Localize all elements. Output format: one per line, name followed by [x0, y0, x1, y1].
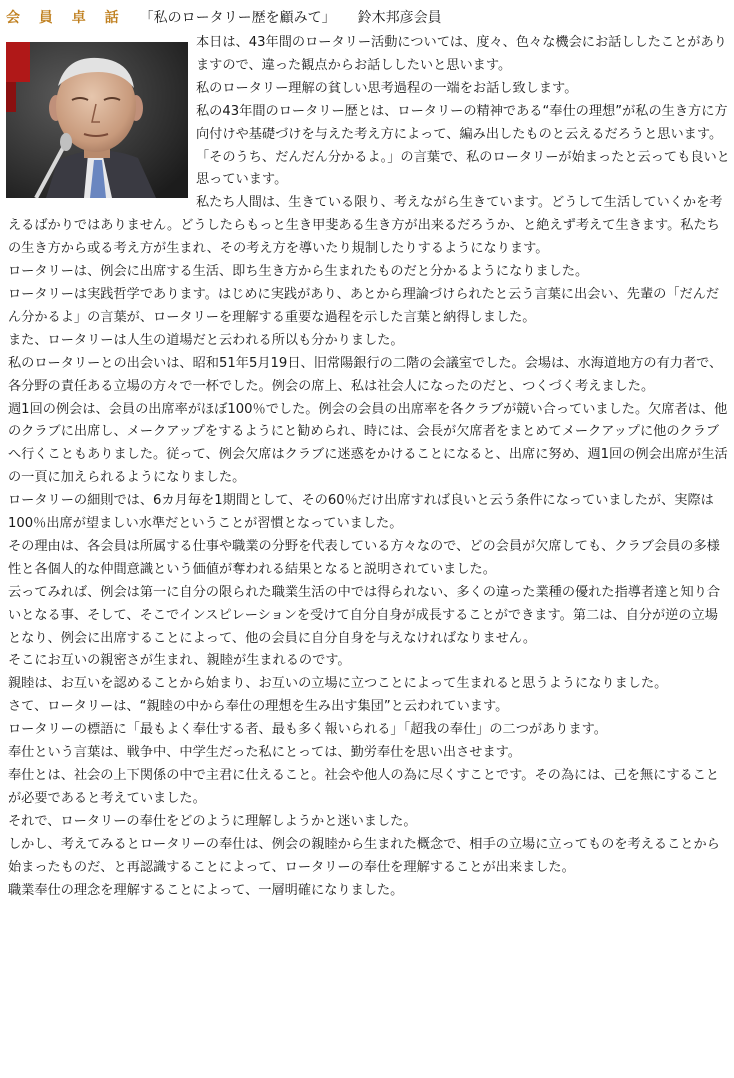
paragraph: 奉仕とは、社会の上下関係の中で主君に仕えること。社会や他人の為に尽くすことです。その為には、己を無にすることが必要であると考えていました。 [8, 768, 720, 806]
paragraph: その理由は、各会員は所属する仕事や職業の分野を代表している方々なので、どの会員が欠席しても、クラブ会員の多様性と各個人的な仲間意識という価値が奪われる結果となると説明されていました。 [8, 538, 720, 577]
paragraph: 私のロータリーとの出会いは、昭和51年5月19日、旧常陽銀行の二階の会議室でした。会場は、水海道地方の有力者で、各分野の責任ある立場の方々で一杯でした。例会の席上、私は社会人になったのだと、つくづく考えました。 [8, 355, 723, 394]
paragraph: しかし、考えてみるとロータリーの奉仕は、例会の親睦から生まれた概念で、相手の立場に立ってものを考えることから始まったものだ、と再認識することによって、ロータリーの奉仕を理解することが出来ました。 [8, 836, 720, 875]
paragraph: 職業奉仕の理念を理解することによって、一層明確になりました。 [8, 882, 404, 898]
paragraph: 「そのうち、だんだん分かるよ。」の言葉で、私のロータリーが始まったと云っても良いと思っています。 [196, 149, 730, 188]
paragraph: さて、ロータリーは、“親睦の中から奉仕の理想を生み出す集団”と云われています。 [8, 699, 509, 715]
section-label: 会 員 卓 話 [6, 10, 126, 26]
paragraph: 週1回の例会は、会員の出席率がほぼ100％でした。例会の会員の出席率を各クラブが競い合っていました。欠席者は、他のクラブに出席し、メークアップをするようにと勧められ、時には、会長が欠席者をまとめてメークアップに他のクラブへ行くこともありました。従って、例会欠席はクラブに迷惑をかけることになると、出席に努め、週1回の例会出席が生活の一頁に加えられるようになりました。 [8, 401, 728, 486]
paragraph: ロータリーは実践哲学であります。はじめに実践があり、あとから理論づけられたと云う言葉に出会い、先輩の「だんだん分かるよ」の言葉が、ロータリーを理解する重要な過程を示した言葉と納得しました。 [8, 286, 720, 325]
paragraph: 私の43年間のロータリー歴とは、ロータリーの精神である“奉仕の理想”が私の生き方に方向付けや基礎づけを与えた考え方によって、編み出したものと云えるだろうと思います。 [196, 103, 728, 142]
paragraph: そこにお互いの親密さが生まれ、親睦が生まれるのです。 [8, 653, 351, 669]
paragraph: 云ってみれば、例会は第一に自分の限られた職業生活の中では得られない、多くの違った業種の優れた指導者達と知り合いとなる事、そして、そこでインスピレーションを受けて自分自身が成長することができます。第二は、自分が逆の立場となり、例会に出席することによって、他の会員に自分自身を与えなければなりません。 [8, 584, 721, 646]
paragraph: 親睦は、お互いを認めることから始まり、お互いの立場に立つことによって生まれると思うようになりました。 [8, 676, 668, 692]
paragraph: 私たち人間は、生きている限り、考えながら生きています。どうして生活していくかを考えるばかりではありません。どうしたらもっと生き甲斐ある生き方が出来るだろうか、と絶えず考えて生きます。私たちの生き方から或る考え方が生まれ、その考え方を導いたり規制したりするようになります。 [8, 195, 723, 257]
paragraph: 私のロータリー理解の貧しい思考過程の一端をお話し致します。 [196, 80, 578, 96]
paragraph: 奉仕という言葉は、戦争中、中学生だった私にとっては、勤労奉仕を思い出させます。 [8, 745, 521, 761]
paragraph: それで、ロータリーの奉仕をどのように理解しようかと迷いました。 [8, 813, 417, 829]
paragraph: ロータリーの標語に「最もよく奉仕する者、最も多く報いられる」「超我の奉仕」の二つがあります。 [8, 722, 607, 738]
photo-spacer [8, 32, 196, 202]
speaker-name: 鈴木邦彦会員 [357, 10, 442, 26]
paragraph: 本日は、43年間のロータリー活動については、度々、色々な機会にお話ししたことがありますので、違った観点からお話ししたいと思います。 [196, 35, 727, 73]
article-header [6, 6, 442, 28]
talk-title: 「私のロータリー歴を顧みて」 [139, 10, 336, 26]
paragraph: ロータリーは、例会に出席する生活、即ち生き方から生まれたものだと分かるようになりました。 [8, 264, 589, 280]
paragraph: また、ロータリーは人生の道場だと云われる所以も分かりました。 [8, 332, 404, 348]
paragraph: ロータリーの細則では、6カ月毎を1期間として、その60％だけ出席すれば良いと云う条件になっていましたが、実際は100％出席が望ましい水準だということが習慣となっていました。 [8, 493, 714, 532]
article-body [8, 32, 730, 902]
